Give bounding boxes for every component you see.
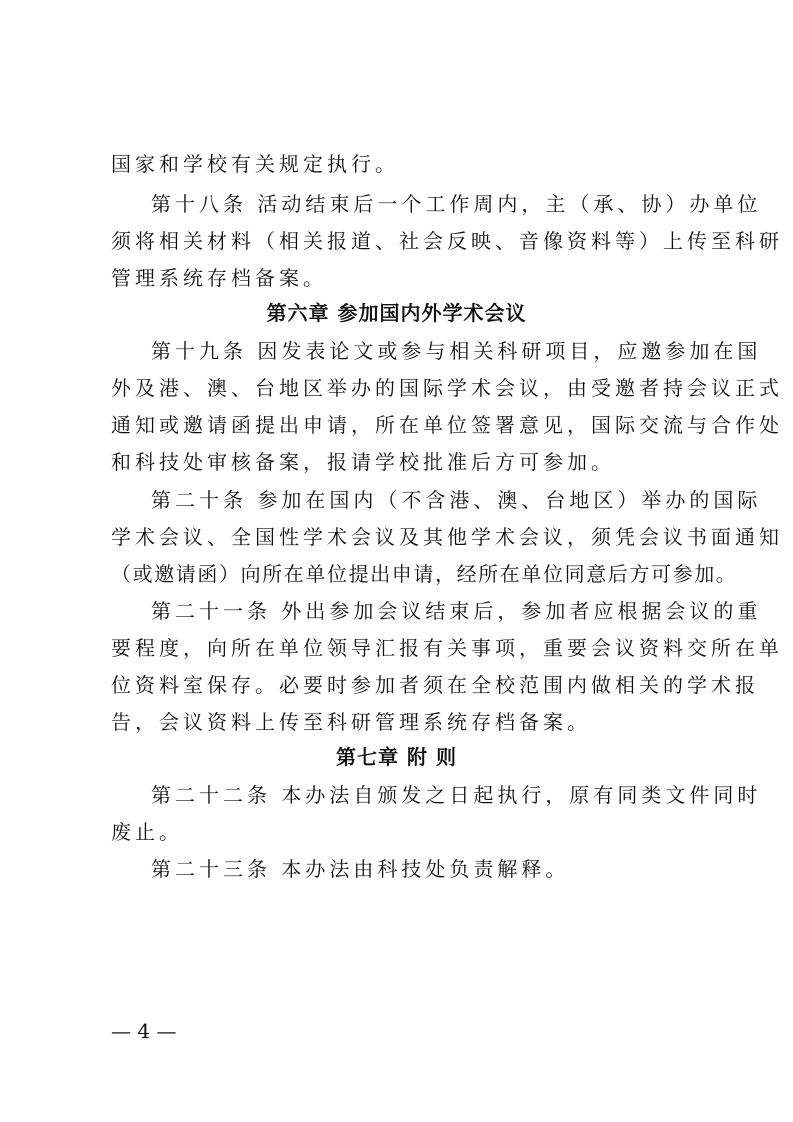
article-18-line-1: 第十八条 活动结束后一个工作周内，主（承、协）办单位 [151,192,762,216]
article-20-line-2: 学术会议、全国性学术会议及其他学术会议，须凭会议书面通知 [111,525,783,549]
article-21-line-4: 告，会议资料上传至科研管理系统存档备案。 [111,710,591,734]
text-line: 国家和学校有关规定执行。 [111,152,399,176]
chapter-7-heading: 第七章 附 则 [336,745,457,769]
article-18-line-3: 管理系统存档备案。 [111,266,327,290]
article-21-line-2: 要程度，向所在单位领导汇报有关事项，重要会议资料交所在单 [111,636,783,660]
chapter-6-heading: 第六章 参加国内外学术会议 [266,301,527,325]
article-18-line-2: 须将相关材料（相关报道、社会反映、音像资料等）上传至科研 [111,229,783,253]
article-22-line-2: 废止。 [111,820,183,844]
article-22-line-1: 第二十二条 本办法自颁发之日起执行，原有同类文件同时 [151,783,762,807]
article-20-line-3: （或邀请函）向所在单位提出申请，经所在单位同意后方可参加。 [111,562,738,586]
article-20-line-1: 第二十条 参加在国内（不含港、澳、台地区）举办的国际 [151,488,762,512]
article-21-line-1: 第二十一条 外出参加会议结束后，参加者应根据会议的重 [151,599,762,623]
article-19-line-1: 第十九条 因发表论文或参与相关科研项目，应邀参加在国 [151,339,762,363]
article-21-line-3: 位资料室保存。必要时参加者须在全校范围内做相关的学术报 [111,673,759,697]
article-23-line-1: 第二十三条 本办法由科技处负责解释。 [151,857,570,881]
article-19-line-2: 外及港、澳、台地区举办的国际学术会议，由受邀者持会议正式 [111,376,783,400]
article-19-line-4: 和科技处审核备案，报请学校批准后方可参加。 [111,450,615,474]
page-number: — 4 — [111,1019,177,1043]
article-19-line-3: 通知或邀请函提出申请，所在单位签署意见，国际交流与合作处 [111,413,783,437]
